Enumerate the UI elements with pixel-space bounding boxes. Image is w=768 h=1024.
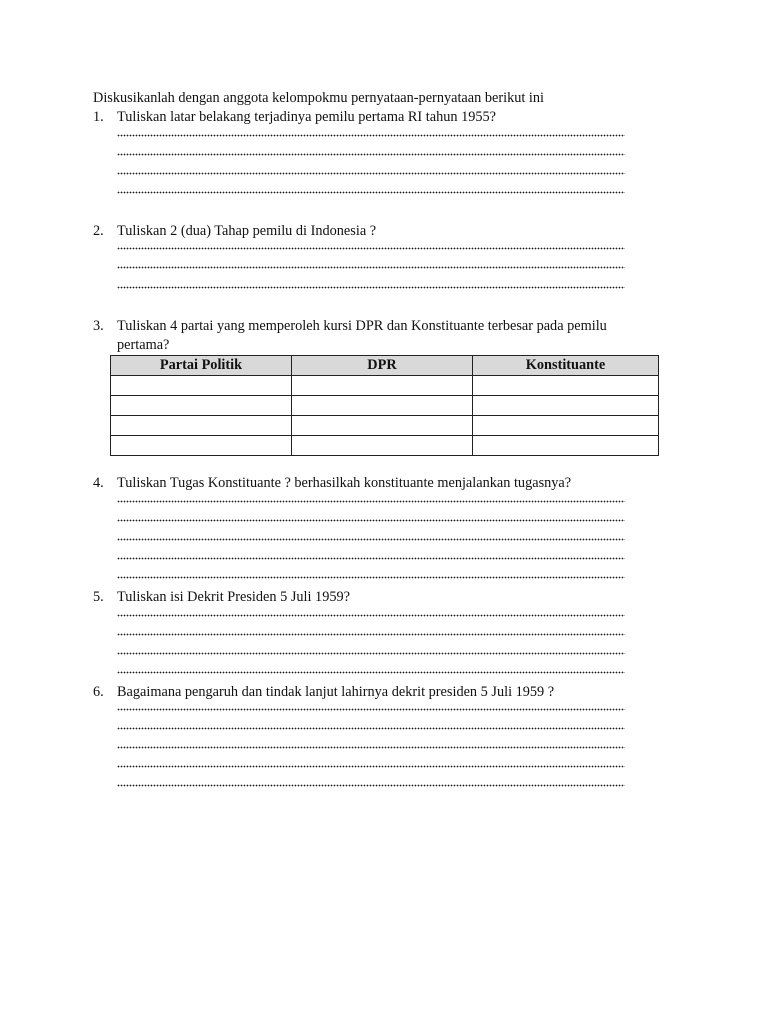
question-6-text: Bagaimana pengaruh dan tindak lanjut lahirnya dekrit presiden 5 Juli 1959 ? <box>117 684 555 700</box>
table-cell[interactable] <box>473 416 659 436</box>
table-cell[interactable] <box>292 376 473 396</box>
question-3-text: Tuliskan 4 partai yang memperoleh kursi DPR dan Konstituante terbesar pada pemilu <box>117 318 607 334</box>
answer-line[interactable] <box>117 557 625 565</box>
question-5-number: 5. <box>93 589 104 605</box>
table-cell[interactable] <box>473 436 659 456</box>
table-row <box>111 376 659 396</box>
answer-line[interactable] <box>117 671 625 679</box>
answer-line[interactable] <box>117 172 625 180</box>
answer-line[interactable] <box>117 765 625 773</box>
answer-line[interactable] <box>117 266 625 274</box>
answer-line[interactable] <box>117 727 625 735</box>
question-4-number: 4. <box>93 475 104 491</box>
answer-line[interactable] <box>117 538 625 546</box>
answer-line[interactable] <box>117 519 625 527</box>
answer-line[interactable] <box>117 576 625 584</box>
table-cell[interactable] <box>111 376 292 396</box>
table-cell[interactable] <box>111 436 292 456</box>
question-1-number: 1. <box>93 109 104 125</box>
answer-line[interactable] <box>117 652 625 660</box>
table-row <box>111 396 659 416</box>
table-cell[interactable] <box>473 396 659 416</box>
question-5-text: Tuliskan isi Dekrit Presiden 5 Juli 1959? <box>117 589 350 605</box>
column-header-konstituante: Konstituante <box>473 356 659 376</box>
table-cell[interactable] <box>473 376 659 396</box>
question-2-text: Tuliskan 2 (dua) Tahap pemilu di Indonesia ? <box>117 223 377 239</box>
table-row <box>111 416 659 436</box>
answer-line[interactable] <box>117 614 625 622</box>
question-3-number: 3. <box>93 318 104 334</box>
answer-line[interactable] <box>117 134 625 142</box>
question-1-text: Tuliskan latar belakang terjadinya pemilu pertama RI tahun 1955? <box>117 109 497 125</box>
table-header-row <box>111 356 659 376</box>
table-cell[interactable] <box>111 396 292 416</box>
table-cell[interactable] <box>292 396 473 416</box>
question-2-number: 2. <box>93 223 104 239</box>
answer-line[interactable] <box>117 784 625 792</box>
question-4-text: Tuliskan Tugas Konstituante ? berhasilkah konstituante menjalankan tugasnya? <box>117 475 572 491</box>
answer-line[interactable] <box>117 746 625 754</box>
answer-line[interactable] <box>117 286 625 294</box>
answer-line[interactable] <box>117 191 625 199</box>
answer-line[interactable] <box>117 500 625 508</box>
answer-line[interactable] <box>117 708 625 716</box>
column-header-party: Partai Politik <box>111 356 292 376</box>
question-6-number: 6. <box>93 684 104 700</box>
answer-line[interactable] <box>117 633 625 641</box>
answer-line[interactable] <box>117 153 625 161</box>
question-3-text-continued: pertama? <box>117 337 170 353</box>
answer-line[interactable] <box>117 247 625 255</box>
table-cell[interactable] <box>292 416 473 436</box>
column-header-dpr: DPR <box>292 356 473 376</box>
table-cell[interactable] <box>292 436 473 456</box>
intro-text: Diskusikanlah dengan anggota kelompokmu pernyataan-pernyataan berikut ini <box>93 90 545 106</box>
table-cell[interactable] <box>111 416 292 436</box>
party-table <box>110 355 659 456</box>
table-row <box>111 436 659 456</box>
